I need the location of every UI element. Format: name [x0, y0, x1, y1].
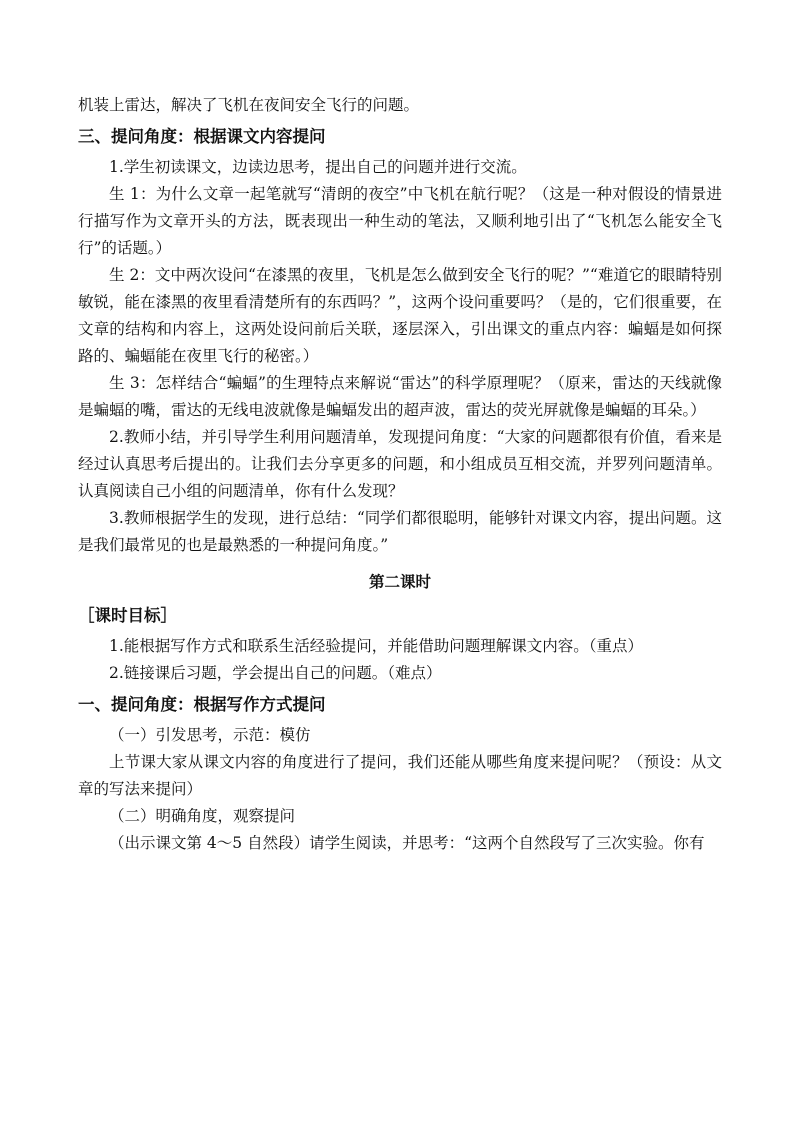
section-heading-1: 一、提问角度：根据写作方式提问	[78, 695, 326, 714]
goal-2: 2.链接课后习题，学会提出自己的问题。（难点）	[109, 664, 442, 682]
paragraph-step-2: 2.教师小结，并引导学生利用问题清单，发现提问角度：“大家的问题都很有价值，看来是经过认真思考后提出的。让我们去分享更多的问题，和小组成员互相交流，并罗列问题清单。认真阅读自己小组的问题清单，你有什么发现？	[78, 428, 722, 500]
paragraph-step-1: 1.学生初读课文，边读边思考，提出自己的问题并进行交流。	[109, 158, 527, 176]
paragraph-student-1: 生 1：为什么文章一起笔就写“清朗的夜空”中飞机在航行呢？（这是一种对假设的情景进行描写作为文章开头的方法，既表现出一种生动的笔法，又顺利地引出了“飞机怎么能安全飞行”的话题。）	[78, 185, 722, 257]
paragraph-step-3: 3.教师根据学生的发现，进行总结：“同学们都很聪明，能够针对课文内容，提出问题。这是我们最常见的也是最熟悉的一种提问角度。”	[78, 509, 722, 554]
paragraph-continuation: 机装上雷达，解决了飞机在夜间安全飞行的问题。	[78, 96, 420, 114]
goal-1: 1.能根据写作方式和联系生活经验提问，并能借助问题理解课文内容。（重点）	[109, 637, 644, 655]
lesson-goals-heading: ［课时目标］	[78, 606, 177, 625]
paragraph-student-3: 生 3：怎样结合“蝙蝠”的生理特点来解说“雷达”的科学原理呢？（原来，雷达的天线就像是蝙蝠的嘴，雷达的无线电波就像是蝙蝠发出的超声波，雷达的荧光屏就像是蝙蝠的耳朵。）	[78, 374, 722, 419]
document-page	[78, 92, 722, 857]
subheading-2: （二）明确角度，观察提问	[109, 807, 296, 825]
lesson-title: 第二课时	[368, 573, 431, 591]
paragraph-show-text: （出示课文第 4～5 自然段）请学生阅读，并思考：“这两个自然段写了三次实验。你有	[109, 834, 705, 852]
paragraph-review: 上节课大家从课文内容的角度进行了提问，我们还能从哪些角度来提问呢？（预设：从文章的写法来提问）	[78, 753, 722, 798]
section-heading-3: 三、提问角度：根据课文内容提问	[78, 127, 326, 146]
paragraph-student-2: 生 2：文中两次设问“在漆黑的夜里，飞机是怎么做到安全飞行的呢？”“难道它的眼睛特别敏锐，能在漆黑的夜里看清楚所有的东西吗？”，这两个设问重要吗？（是的，它们很重要，在文章的结构和内容上，这两处设问前后关联，逐层深入，引出课文的重点内容：蝙蝠是如何探路的、蝙蝠能在夜里飞行的秘密。）	[78, 266, 722, 365]
subheading-1: （一）引发思考，示范：模仿	[109, 726, 311, 744]
